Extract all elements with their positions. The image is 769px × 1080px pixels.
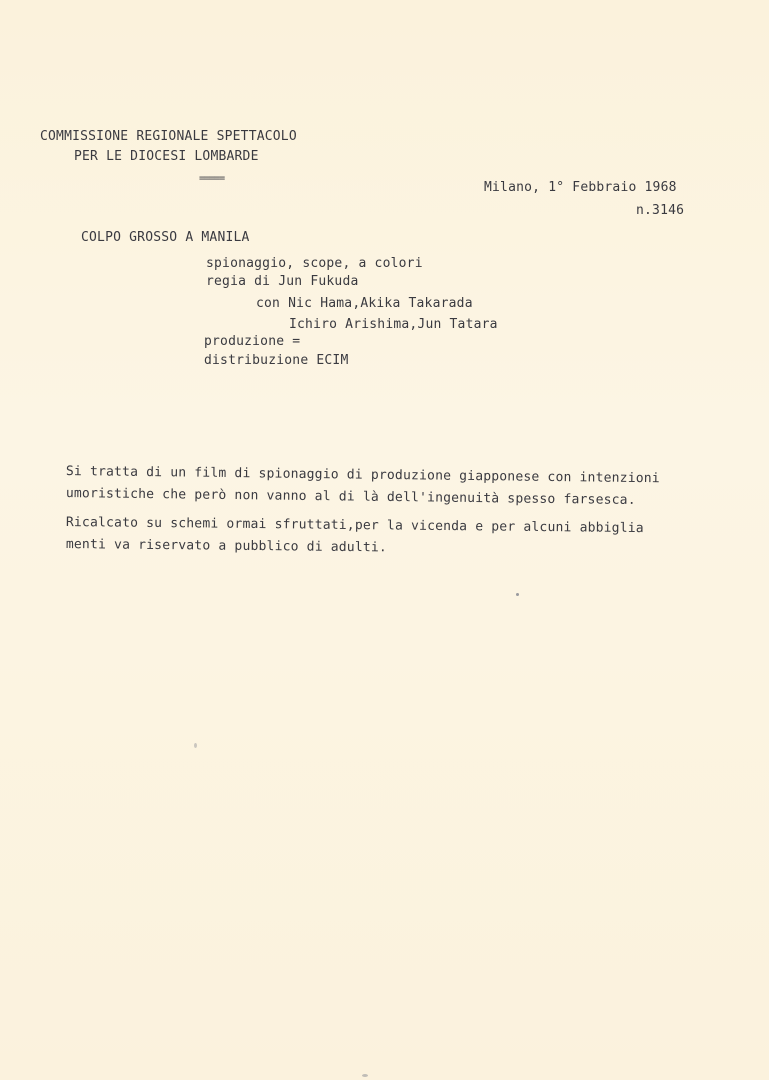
review-paragraph2-line1: Ricalcato su schemi ormai sfruttati,per la vicenda e per alcuni abbiglia [65, 515, 644, 537]
film-title: COLPO GROSSO A MANILA [81, 230, 250, 245]
film-cast-line1: con Nic Hama,Akika Takarada [256, 296, 473, 311]
header-organization: COMMISSIONE REGIONALE SPETTACOLO [40, 129, 297, 144]
film-director: regia di Jun Fukuda [206, 274, 359, 289]
film-production: produzione = [204, 334, 301, 349]
header-diocese: PER LE DIOCESI LOMBARDE [74, 149, 259, 164]
review-paragraph2-line2: menti va riservato a pubblico di adulti. [65, 537, 388, 556]
review-paragraph1-line1: Si tratta di un film di spionaggio di produzione giapponese con intenzioni [65, 464, 660, 487]
film-distribution: distribuzione ECIM [204, 353, 349, 368]
film-cast-line2: Ichiro Arishima,Jun Tatara [289, 317, 498, 332]
film-genre: spionaggio, scope, a colori [206, 256, 423, 271]
header-underline: ===== [199, 173, 225, 184]
document-number: n.3146 [636, 203, 685, 218]
place-date: Milano, 1° Febbraio 1968 [484, 180, 677, 195]
review-paragraph1-line2: umoristiche che però non vanno al di là dell'ingenuità spesso farsesca. [65, 486, 636, 508]
paper-speck [194, 743, 197, 748]
paper-speck [516, 593, 519, 596]
paper-speck [362, 1074, 368, 1077]
